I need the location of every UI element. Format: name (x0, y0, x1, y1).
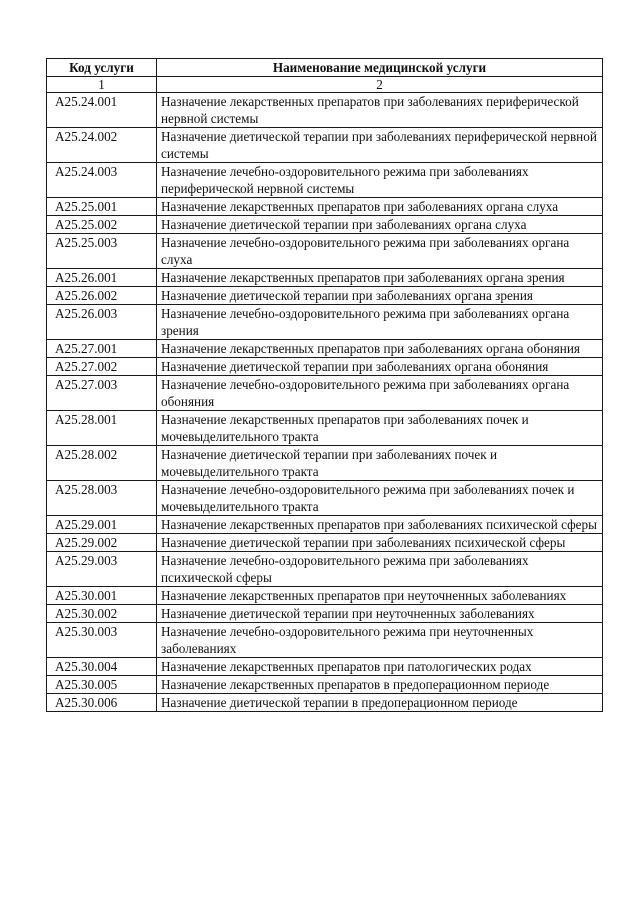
table-row (47, 411, 603, 446)
service-code: A25.26.003 (47, 305, 157, 340)
table-row (47, 376, 603, 411)
service-name: Назначение лечебно-оздоровительного режима при заболеваниях органа зрения (157, 305, 603, 340)
table-row (47, 358, 603, 376)
table-row (47, 623, 603, 658)
service-code: A25.30.002 (47, 605, 157, 623)
table-row (47, 694, 603, 712)
table-row (47, 676, 603, 694)
table-row (47, 658, 603, 676)
header-code: Код услуги (47, 59, 157, 77)
service-code: A25.25.003 (47, 234, 157, 269)
service-name: Назначение диетической терапии при заболеваниях органа слуха (157, 216, 603, 234)
service-name: Назначение лечебно-оздоровительного режима при заболеваниях периферической нервной системы (157, 163, 603, 198)
table-row (47, 516, 603, 534)
service-name: Назначение диетической терапии при заболеваниях психической сферы (157, 534, 603, 552)
service-name: Назначение лекарственных препаратов при заболеваниях органа обоняния (157, 340, 603, 358)
service-code: A25.30.003 (47, 623, 157, 658)
service-code: A25.28.002 (47, 446, 157, 481)
service-name: Назначение лекарственных препаратов при заболеваниях почек и мочевыделительного тракта (157, 411, 603, 446)
service-code: A25.30.001 (47, 587, 157, 605)
table-row (47, 340, 603, 358)
header-row (47, 59, 603, 77)
service-name: Назначение лекарственных препаратов при заболеваниях психической сферы (157, 516, 603, 534)
service-code: A25.26.002 (47, 287, 157, 305)
table-row (47, 234, 603, 269)
service-name: Назначение лекарственных препаратов при патологических родах (157, 658, 603, 676)
document-page (46, 58, 602, 712)
service-name: Назначение лекарственных препаратов в предоперационном периоде (157, 676, 603, 694)
service-name: Назначение диетической терапии при заболеваниях органа зрения (157, 287, 603, 305)
service-name: Назначение лекарственных препаратов при заболеваниях органа слуха (157, 198, 603, 216)
service-name: Назначение лечебно-оздоровительного режима при заболеваниях органа слуха (157, 234, 603, 269)
service-code: A25.27.001 (47, 340, 157, 358)
service-code: A25.25.002 (47, 216, 157, 234)
table-row (47, 216, 603, 234)
service-code: A25.30.005 (47, 676, 157, 694)
service-name: Назначение диетической терапии при неуточненных заболеваниях (157, 605, 603, 623)
service-name: Назначение лекарственных препаратов при заболеваниях органа зрения (157, 269, 603, 287)
service-code: A25.24.001 (47, 93, 157, 128)
service-name: Назначение диетической терапии при заболеваниях периферической нервной системы (157, 128, 603, 163)
service-name: Назначение лечебно-оздоровительного режима при заболеваниях почек и мочевыделительного тракта (157, 481, 603, 516)
table-row (47, 587, 603, 605)
column-number-row (47, 77, 603, 93)
service-code: A25.26.001 (47, 269, 157, 287)
service-name: Назначение диетической терапии при заболеваниях органа обоняния (157, 358, 603, 376)
service-code: A25.29.001 (47, 516, 157, 534)
service-name: Назначение диетической терапии в предоперационном периоде (157, 694, 603, 712)
service-code: A25.24.003 (47, 163, 157, 198)
services-table (46, 58, 603, 712)
service-name: Назначение лекарственных препаратов при заболеваниях периферической нервной системы (157, 93, 603, 128)
table-row (47, 269, 603, 287)
table-row (47, 128, 603, 163)
table-row (47, 534, 603, 552)
table-row (47, 605, 603, 623)
service-code: A25.27.002 (47, 358, 157, 376)
service-name: Назначение лекарственных препаратов при неуточненных заболеваниях (157, 587, 603, 605)
column-number-2: 2 (157, 77, 603, 93)
table-row (47, 198, 603, 216)
service-code: A25.29.002 (47, 534, 157, 552)
service-code: A25.24.002 (47, 128, 157, 163)
service-code: A25.29.003 (47, 552, 157, 587)
table-row (47, 93, 603, 128)
table-row (47, 552, 603, 587)
service-name: Назначение лечебно-оздоровительного режима при заболеваниях психической сферы (157, 552, 603, 587)
table-row (47, 163, 603, 198)
service-code: A25.30.004 (47, 658, 157, 676)
service-name: Назначение лечебно-оздоровительного режима при заболеваниях органа обоняния (157, 376, 603, 411)
table-row (47, 305, 603, 340)
table-row (47, 287, 603, 305)
service-code: A25.28.003 (47, 481, 157, 516)
header-name: Наименование медицинской услуги (157, 59, 603, 77)
service-code: A25.28.001 (47, 411, 157, 446)
service-code: A25.30.006 (47, 694, 157, 712)
service-code: A25.27.003 (47, 376, 157, 411)
table-row (47, 481, 603, 516)
column-number-1: 1 (47, 77, 157, 93)
service-name: Назначение лечебно-оздоровительного режима при неуточненных заболеваниях (157, 623, 603, 658)
service-code: A25.25.001 (47, 198, 157, 216)
service-name: Назначение диетической терапии при заболеваниях почек и мочевыделительного тракта (157, 446, 603, 481)
table-row (47, 446, 603, 481)
